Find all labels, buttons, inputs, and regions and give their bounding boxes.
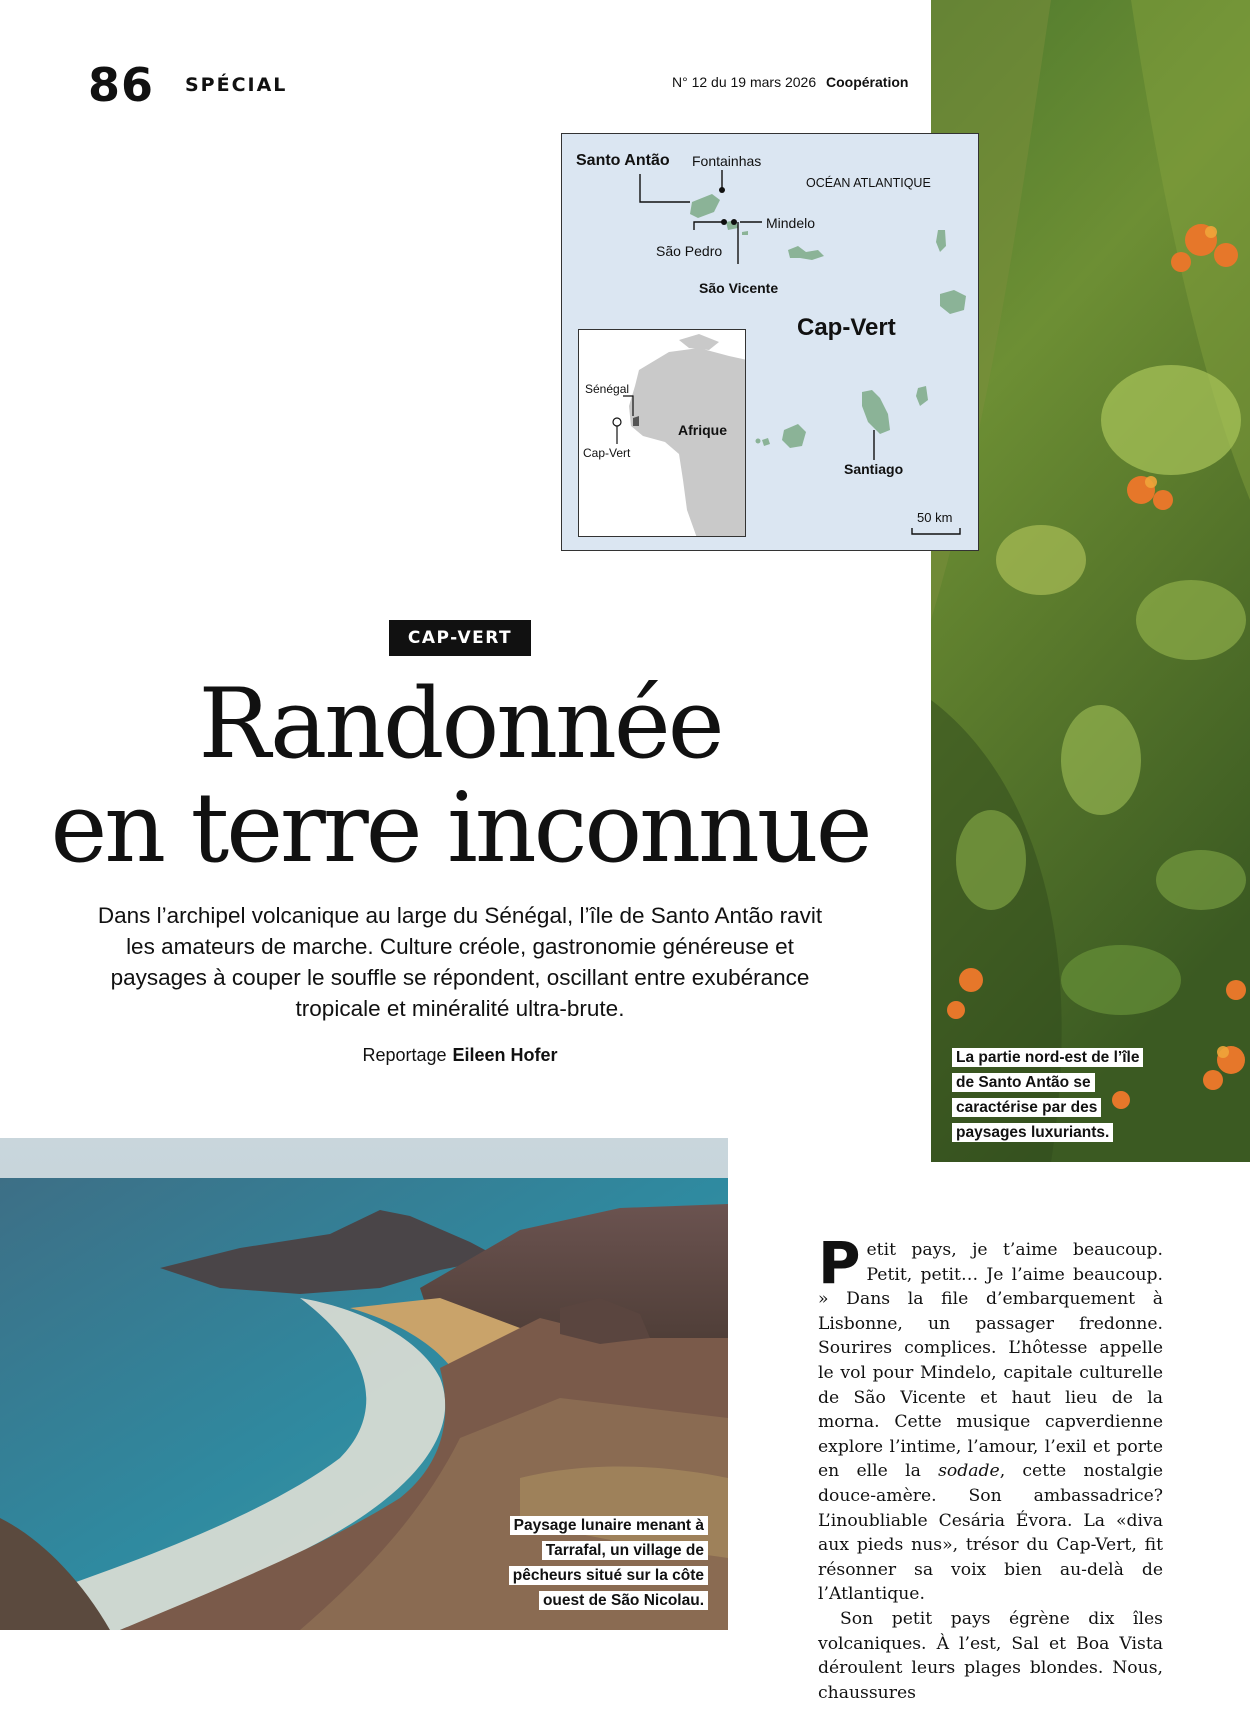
byline-author: Eileen Hofer (452, 1045, 558, 1065)
page-number: 86 (88, 58, 155, 112)
map-label-sao-pedro: São Pedro (656, 243, 723, 259)
body-p1-part-a: etit pays, je t’aime beaucoup. Petit, petit… Je l’aime beaucoup. » Dans la file d’embarquement à Lisbonne, un passager fredonne. Sourires complices. L’hôtesse appelle le vol pour Mindelo, capitale culturelle de São Vicente et haut lieu de la morna. Cette musique capverdienne explore l’intime, l’amour, l’exil et porte en elle la (818, 1240, 1163, 1482)
body-p1-emphasis: sodade (938, 1461, 1000, 1482)
inset-label-cap-vert: Cap-Vert (583, 446, 631, 460)
body-paragraph-2: Son petit pays égrène dix îles volcaniques. À l’est, Sal et Boa Vista déroulent leurs plages blondes. Nous, chaussures (818, 1608, 1163, 1703)
map-label-fontainhas: Fontainhas (692, 153, 762, 169)
island-brava (762, 438, 770, 446)
map-label-cap-vert: Cap-Vert (797, 314, 896, 341)
island-santiago (862, 390, 890, 434)
map-label-ocean: OCÉAN ATLANTIQUE (806, 176, 931, 190)
map-cap-vert (561, 133, 979, 551)
caption-right-text: La partie nord-est de l’île de Santo Antão se caractérise par des paysages luxuriants. (952, 1048, 1143, 1142)
caption-bottom-text: Paysage lunaire menant à Tarrafal, un village de pêcheurs situé sur la côte ouest de São Nicolau. (509, 1516, 708, 1610)
island-boa-vista (940, 290, 966, 314)
africa-shape (629, 348, 746, 537)
byline (300, 1045, 620, 1066)
topic-tag: CAP-VERT (389, 620, 531, 656)
map-label-santo-antao: Santo Antão (576, 152, 670, 169)
section-label: SPÉCIAL (185, 74, 288, 96)
drop-cap: P (818, 1229, 861, 1297)
title-line-1: Randonnée (198, 668, 722, 780)
map-label-santiago: Santiago (844, 461, 904, 477)
body-paragraph-1 (818, 1229, 1164, 1607)
title-line-2: en terre inconnue (50, 772, 870, 884)
article-lead: Dans l’archipel volcanique au large du Sénégal, l’île de Santo Antão ravit les amateurs de marche. Culture créole, gastronomie généreuse et paysages à couper le souffle se répondent, oscillant entre exubérance tropicale et minéralité ultra-brute. (97, 903, 823, 1021)
caption-bottom-photo (495, 1513, 708, 1613)
caption-right-photo (952, 1045, 1152, 1145)
map-label-scale: 50 km (917, 510, 953, 525)
island-fogo (782, 424, 806, 448)
island-santo-antao (690, 194, 720, 218)
map-label-sao-vicente: São Vicente (699, 280, 779, 296)
island-sal (936, 230, 946, 252)
body-p1-part-b: , cette nostalgie douce-amère. Son ambassadrice? L’inoubliable Cesária Évora. La «diva aux pieds nus», trésor du Cap-Vert, fit résonner sa voix bien au-delà de l’Atlantique. (818, 1461, 1164, 1605)
inset-label-senegal: Sénégal (585, 382, 630, 396)
island-maio (916, 386, 928, 406)
inset-label-afrique: Afrique (678, 422, 727, 438)
byline-label: Reportage (362, 1045, 447, 1065)
island-sao-nicolau (788, 246, 824, 260)
map-label-mindelo: Mindelo (766, 215, 816, 231)
article-body (818, 1229, 1164, 1705)
map-inset-africa (578, 329, 746, 537)
publication-name: Coopération (826, 74, 909, 90)
issue-date: N° 12 du 19 mars 2026 (672, 74, 817, 90)
article-title (40, 668, 880, 884)
